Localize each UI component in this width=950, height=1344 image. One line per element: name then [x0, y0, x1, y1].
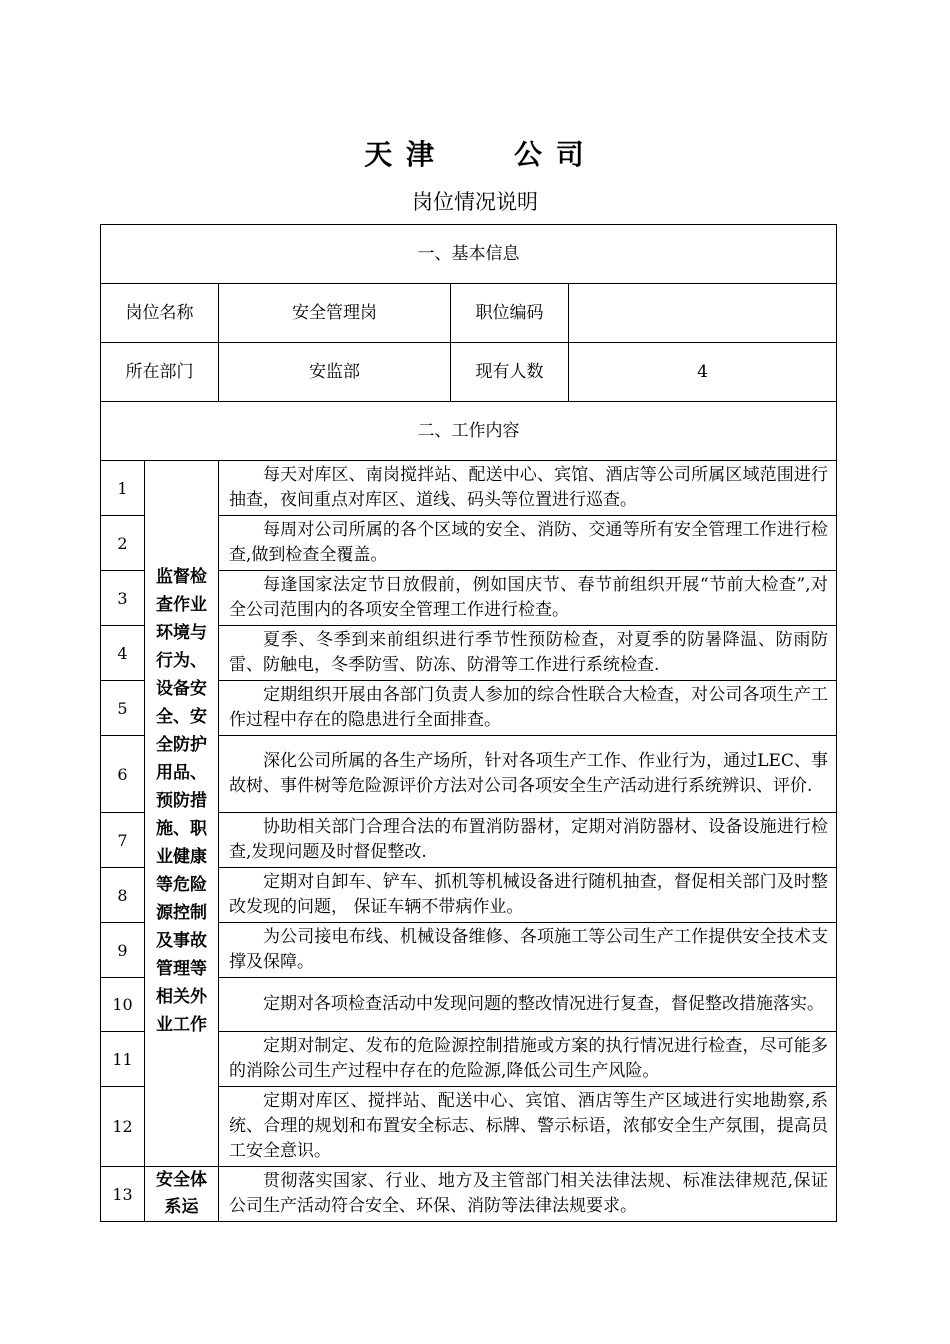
position-code-label: 职位编码 [451, 284, 569, 343]
item-number: 9 [101, 923, 145, 978]
position-table [100, 224, 837, 1222]
item-number: 12 [101, 1087, 145, 1167]
item-text: 为公司接电布线、机械设备维修、各项施工等公司生产工作提供安全技术支撑及保障。 [219, 923, 837, 978]
company-name-part2: 公 司 [514, 138, 586, 171]
basic-info-header: 一、基本信息 [101, 225, 837, 284]
item-text: 定期组织开展由各部门负责人参加的综合性联合大检查，对公司各项生产工作过程中存在的隐患进行全面排查。 [219, 681, 837, 736]
item-number: 1 [101, 461, 145, 516]
company-name-part1: 天 津 [364, 138, 436, 171]
document-subtitle: 岗位情况说明 [412, 190, 538, 214]
category-supervision-label: 监督检查作业环境与行为、设备安全、安全防护用品、预防措施、职业健康等危险源控制及事故管理等相关外业工作 [156, 567, 207, 1035]
item-number: 2 [101, 516, 145, 571]
item-number: 13 [101, 1167, 145, 1222]
table-row [101, 1167, 837, 1222]
item-text: 定期对自卸车、铲车、抓机等机械设备进行随机抽查，督促相关部门及时整改发现的问题， 保证车辆不带病作业。 [219, 868, 837, 923]
company-title [0, 133, 950, 173]
category-supervision [145, 461, 219, 1167]
category-safety-system: 安全体系运 [145, 1167, 219, 1222]
item-number: 11 [101, 1032, 145, 1087]
headcount-value: 4 [569, 343, 837, 402]
item-text: 协助相关部门合理合法的布置消防器材，定期对消防器材、设备设施进行检查,发现问题及时督促整改. [219, 813, 837, 868]
position-code-value [569, 284, 837, 343]
item-text: 每天对库区、南岗搅拌站、配送中心、宾馆、酒店等公司所属区域范围进行抽查，夜间重点对库区、道线、码头等位置进行巡查。 [219, 461, 837, 516]
item-number: 6 [101, 736, 145, 813]
table-row [101, 461, 837, 516]
item-number: 3 [101, 571, 145, 626]
position-name-label: 岗位名称 [101, 284, 219, 343]
item-text: 每逢国家法定节日放假前，例如国庆节、春节前组织开展“节前大检查”,对全公司范围内的各项安全管理工作进行检查。 [219, 571, 837, 626]
department-label: 所在部门 [101, 343, 219, 402]
item-text: 夏季、冬季到来前组织进行季节性预防检查，对夏季的防暑降温、防雨防雷、防触电，冬季防雪、防冻、防滑等工作进行系统检查. [219, 626, 837, 681]
item-text: 每周对公司所属的各个区域的安全、消防、交通等所有安全管理工作进行检查,做到检查全覆盖。 [219, 516, 837, 571]
item-number: 5 [101, 681, 145, 736]
position-name-value: 安全管理岗 [219, 284, 451, 343]
item-number: 8 [101, 868, 145, 923]
item-text: 贯彻落实国家、行业、地方及主管部门相关法律法规、标准法律规范,保证公司生产活动符合安全、环保、消防等法律法规要求。 [219, 1167, 837, 1222]
headcount-label: 现有人数 [451, 343, 569, 402]
item-number: 10 [101, 978, 145, 1032]
item-text: 定期对库区、搅拌站、配送中心、宾馆、酒店等生产区域进行实地勘察,系统、合理的规划和布置安全标志、标牌、警示标语，浓郁安全生产氛围，提高员工安全意识。 [219, 1087, 837, 1167]
work-content-header: 二、工作内容 [101, 402, 837, 461]
department-value: 安监部 [219, 343, 451, 402]
item-number: 4 [101, 626, 145, 681]
item-text: 定期对制定、发布的危险源控制措施或方案的执行情况进行检查，尽可能多的消除公司生产过程中存在的危险源,降低公司生产风险。 [219, 1032, 837, 1087]
item-text: 定期对各项检查活动中发现问题的整改情况进行复查，督促整改措施落实。 [219, 978, 837, 1032]
item-number: 7 [101, 813, 145, 868]
item-text: 深化公司所属的各生产场所，针对各项生产工作、作业行为，通过LEC、事故树、事件树等危险源评价方法对公司各项安全生产活动进行系统辨识、评价. [219, 736, 837, 813]
